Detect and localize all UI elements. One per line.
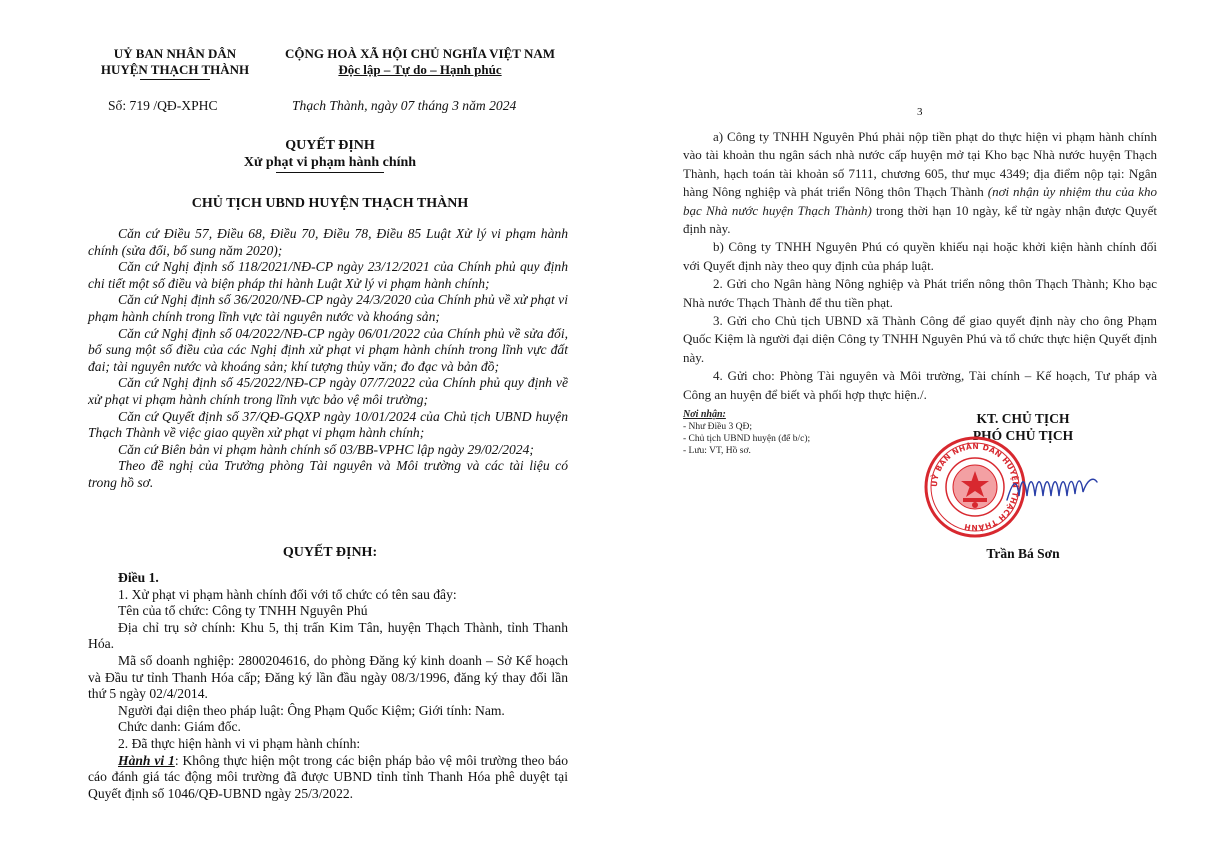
sign-role-1: KT. CHỦ TỊCH bbox=[976, 411, 1070, 426]
paragraph-2: 2. Gửi cho Ngân hàng Nông nghiệp và Phát triển nông thôn Thạch Thành; Kho bạc Nhà nước Thạch Thành để thu tiền phạt. bbox=[683, 276, 1157, 310]
issuing-authority bbox=[80, 46, 270, 78]
article-1-line: Chức danh: Giám đốc. bbox=[118, 719, 241, 735]
legal-basis: Căn cứ Nghị định số 36/2020/NĐ-CP ngày 24/3/2020 của Chính phủ về xử phạt vi phạm hành chính trong lĩnh vực tài nguyên nước và khoáng sản; bbox=[88, 292, 568, 324]
legal-basis: Căn cứ Điều 57, Điều 68, Điều 70, Điều 78, Điều 85 Luật Xử lý vi phạm hành chính (sửa đổi, bổ sung năm 2020); bbox=[88, 226, 568, 258]
article-1-line: 2. Đã thực hiện hành vi vi phạm hành chính: bbox=[118, 735, 361, 751]
national-motto bbox=[265, 46, 575, 78]
document-subtitle: Xử phạt vi phạm hành chính bbox=[243, 155, 417, 170]
org-line-2: HUYỆN THẠCH THÀNH bbox=[100, 62, 250, 77]
decision-heading: QUYẾT ĐỊNH: bbox=[282, 545, 378, 560]
document-number: Số: 719 /QĐ-XPHC bbox=[108, 98, 218, 113]
paragraph-3: 3. Gửi cho Chủ tịch UBND xã Thành Công để giao quyết định này cho ông Phạm Quốc Kiệm là người đại diện Công ty TNHH Nguyên Phú và tổ chức thực hiện Quyết định này. bbox=[683, 313, 1157, 365]
recipient-item: - Lưu: VT, Hồ sơ. bbox=[683, 446, 751, 456]
place-date: Thạch Thành, ngày 07 tháng 3 năm 2024 bbox=[292, 98, 517, 113]
sign-role-2: PHÓ CHỦ TỊCH bbox=[972, 428, 1074, 443]
paragraph-4: 4. Gửi cho: Phòng Tài nguyên và Môi trường, Tài chính – Kế hoạch, Tư pháp và Công an huyện để biết và phối hợp thực hiện./. bbox=[683, 368, 1157, 402]
nation-line-1: CỘNG HOÀ XÃ HỘI CHỦ NGHĨA VIỆT NAM bbox=[284, 46, 556, 61]
violation-act-1 bbox=[88, 753, 568, 803]
article-1-line: Người đại diện theo pháp luật: Ông Phạm Quốc Kiệm; Giới tính: Nam. bbox=[118, 702, 505, 718]
article-1-line: Địa chỉ trụ sở chính: Khu 5, thị trấn Kim Tân, huyện Thạch Thành, tỉnh Thanh Hóa. bbox=[88, 619, 568, 652]
subtitle-underline bbox=[276, 172, 384, 173]
recipients-label: Nơi nhận: bbox=[683, 409, 726, 420]
signer-name: Trần Bá Sơn bbox=[986, 546, 1060, 561]
recipient-item: - Chủ tịch UBND huyện (để b/c); bbox=[683, 434, 811, 444]
paragraph-a-note: (nơi nhận ủy nhiệm thu của kho bạc Nhà nước huyện Thạch Thành) bbox=[683, 184, 1157, 218]
act-1-text: : Không thực hiện một trong các biện pháp bảo vệ môi trường theo báo cáo đánh giá tác động môi trường đã được UBND tỉnh tỉnh Thanh Hóa phê duyệt tại Quyết định số 1046/QĐ-UBND ngày 25/3/2022. bbox=[88, 752, 568, 801]
recipient-item: - Như Điều 3 QĐ; bbox=[683, 422, 753, 432]
seal-text: UỶ BAN NHÂN DÂN HUYỆN THẠCH THÀNH bbox=[929, 441, 1021, 533]
legal-bases bbox=[88, 226, 568, 492]
page-number: 3 bbox=[917, 106, 923, 118]
nation-line-2: Độc lập – Tự do – Hạnh phúc bbox=[338, 62, 502, 77]
org-line-1: UỶ BAN NHÂN DÂN bbox=[113, 46, 237, 61]
article-1-line: Mã số doanh nghiệp: 2800204616, do phòng Đăng ký kinh doanh – Sở Kế hoạch và Đầu tư tỉnh Thanh Hóa cấp; Đăng ký lần đầu ngày 08/3/1996, đăng ký thay đổi lần thứ 5 ngày 02/4/2014. bbox=[88, 652, 568, 702]
document-title: QUYẾT ĐỊNH bbox=[285, 138, 375, 153]
handwritten-signature-icon bbox=[1003, 470, 1113, 510]
article-1-heading: Điều 1. bbox=[118, 570, 159, 585]
legal-basis: Căn cứ Biên bản vi phạm hành chính số 03/BB-VPHC lập ngày 29/02/2024; bbox=[118, 441, 534, 457]
paragraph-a bbox=[683, 128, 1157, 238]
authority-heading: CHỦ TỊCH UBND HUYỆN THẠCH THÀNH bbox=[191, 196, 469, 211]
recipients bbox=[683, 409, 883, 457]
article-1-line: 1. Xử phạt vi phạm hành chính đối với tổ chức có tên sau đây: bbox=[118, 586, 457, 602]
paragraph-a-text: a) Công ty TNHH Nguyên Phú phải nộp tiền phạt do thực hiện vi phạm hành chính vào tài khoản thu ngân sách nhà nước cấp huyện mở tại Kho bạc Nhà nước huyện Thạch Thành, hạch toán tài khoản số 7111, chương 605, thư mục 4349; địa điểm nộp tại: Ngân hàng Nông nghiệp và phát triển Nông thôn Thạch Thành bbox=[683, 129, 1157, 200]
decision-body-continued bbox=[683, 128, 1157, 404]
article-1 bbox=[88, 570, 568, 802]
org-underline bbox=[140, 79, 210, 80]
legal-basis: Căn cứ Nghị định số 45/2022/NĐ-CP ngày 07/7/2022 của Chính phủ quy định về xử phạt vi phạm hành chính trong lĩnh vực bảo vệ môi trường; bbox=[88, 375, 568, 407]
legal-basis: Căn cứ Quyết định số 37/QĐ-GQXP ngày 10/01/2024 của Chủ tịch UBND huyện Thạch Thành về việc giao quyền xử phạt vi phạm hành chính; bbox=[88, 408, 568, 441]
legal-basis: Căn cứ Nghị định số 118/2021/NĐ-CP ngày 23/12/2021 của Chính phủ quy định chi tiết một số điều và biện pháp thi hành Luật Xử lý vi phạm hành chính; bbox=[88, 259, 568, 291]
document-page-right bbox=[603, 0, 1206, 846]
legal-basis: Căn cứ Nghị định số 04/2022/NĐ-CP ngày 06/01/2022 của Chính phủ về sửa đổi, bổ sung một số điều của các Nghị định xử phạt vi phạm hành chính trong lĩnh vực đất đai; tài nguyên nước và khoáng sản; khí tượng thủy văn; đo đạc và bản đồ; bbox=[88, 325, 568, 374]
paragraph-a-text-end: trong thời hạn 10 ngày, kể từ ngày nhận được Quyết định này. bbox=[683, 202, 1157, 237]
legal-basis: Theo đề nghị của Trưởng phòng Tài nguyên và Môi trường và các tài liệu có trong hồ sơ. bbox=[88, 458, 568, 490]
article-1-line: Tên của tổ chức: Công ty TNHH Nguyên Phú bbox=[118, 603, 368, 619]
act-1-label: Hành vi 1 bbox=[118, 752, 175, 768]
paragraph-b: b) Công ty TNHH Nguyên Phú có quyền khiếu nại hoặc khởi kiện hành chính đối với Quyết định này theo quy định của pháp luật. bbox=[683, 239, 1157, 273]
